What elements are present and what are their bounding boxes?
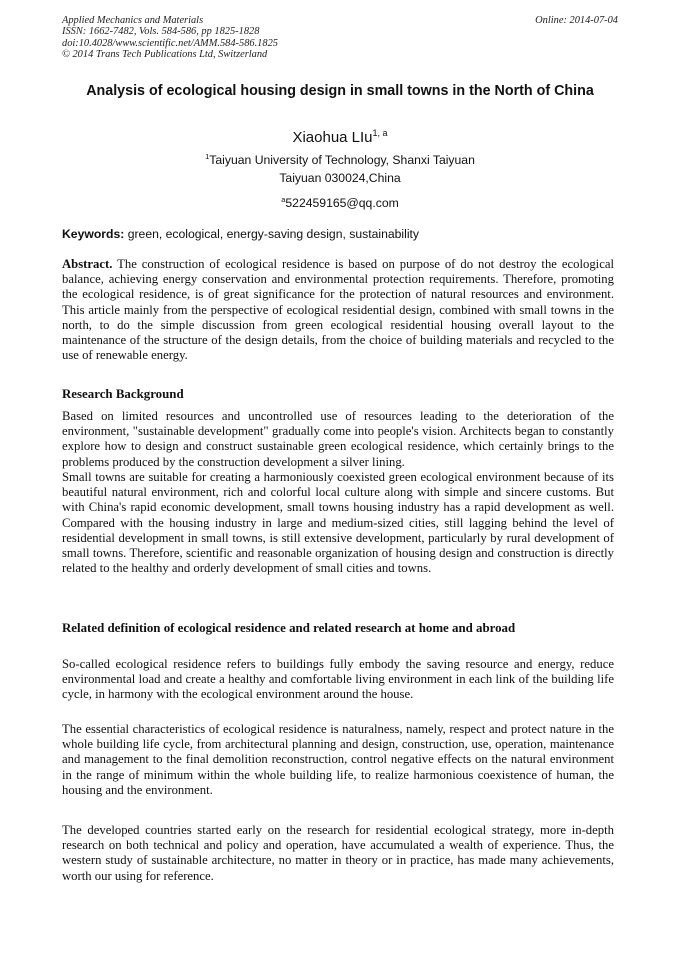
author-name: Xiaohua LIu: [292, 129, 373, 146]
copyright-line: © 2014 Trans Tech Publications Ltd, Switzerland: [62, 49, 268, 61]
keywords-text: green, ecological, energy-saving design, sustainability: [127, 227, 420, 241]
journal-header: [62, 15, 618, 61]
definition-paragraph-3: The developed countries started early on the research for residential ecological strategy, more in-depth research on both technical and policy and operation, have accumulated a wealth of experience. Thus, the western study of sustainable architecture, no matter in theory or in practice, has made many achievements, worth our using for reference.: [62, 823, 614, 883]
author-email: 522459165@qq.com: [285, 196, 399, 210]
definition-paragraph-2: The essential characteristics of ecological residence is naturalness, namely, respect and protect nature in the whole building life cycle, from architectural planning and design, construction, use, operation, maintenance and management to the final demolition reconstruction, control negative effects on the natural environment in the range of minimum within the whole building life, to realize harmonious coexistence of human, the housing and the environment.: [62, 722, 614, 797]
author-superscript: 1, a: [372, 128, 388, 138]
background-paragraph-1: Based on limited resources and uncontrolled use of resources leading to the deterioration of the environment, "sustainable development" gradually come into people's vision. Architects began to constantly explore how to design and construct sustainable green ecological residence, which certainly brings to the problems produced by the construction development a silver lining.: [62, 409, 614, 469]
keywords-label: Keywords:: [62, 227, 125, 241]
abstract-label: Abstract.: [62, 257, 113, 271]
journal-name: Applied Mechanics and Materials: [62, 15, 204, 26]
affiliation-superscript: 1: [205, 152, 210, 161]
keywords-line: [62, 227, 618, 242]
issn-line: ISSN: 1662-7482, Vols. 584-586, pp 1825-1828: [62, 26, 260, 38]
affiliation-line-1: [62, 149, 618, 168]
abstract-text: The construction of ecological residence is based on purpose of do not destroy the ecological balance, achieving energy conservation and environmental protection requirements. Therefore, promoting the ecological residence, is of great significance for the protection of natural resources and environment. This article mainly from the perspective of ecological residential design, combined with small towns in the north, to do the simple discussion from green ecological residential housing overall layout to the maintenance of the structure of the design details, from the choice of building materials and recycled to the use of renewable energy.: [62, 257, 614, 363]
affiliation-text-1: Taiyuan University of Technology, Shanxi Taiyuan: [209, 153, 475, 167]
doi-line: doi:10.4028/www.scientific.net/AMM.584-586.1825: [62, 37, 278, 49]
online-date: Online: 2014-07-04: [535, 15, 618, 26]
email-superscript: a: [281, 195, 286, 204]
paper-title: Analysis of ecological housing design in small towns in the North of China: [86, 83, 594, 99]
section-heading-definition: Related definition of ecological residence and related research at home and abroad: [62, 621, 516, 635]
affiliation-line-2: Taiyuan 030024,China: [279, 171, 401, 185]
background-paragraph-2: Small towns are suitable for creating a harmoniously coexisted green ecological environment because of its beautiful natural environment, rich and colorful local culture along with simple and sincere customs. But with China's rapid economic development, small towns housing industry has a rapid development as well. Compared with the housing industry in large and medium-sized cities, still lagging behind the level of residential development in small towns, is still extensive development, particularly by rural development of small towns. Therefore, scientific and reasonable organization of housing design and construction is directly related to the healthy and orderly development of small cities and towns.: [62, 470, 614, 576]
author-line: [62, 124, 618, 147]
section-heading-background: Research Background: [62, 387, 184, 401]
email-line: [62, 192, 618, 211]
abstract-paragraph: [62, 257, 614, 363]
definition-paragraph-1: So-called ecological residence refers to buildings fully embody the saving resource and energy, reduce environmental load and create a healthy and comfortable living environment in each link of the building life cycle, in harmony with the ecological environment around the house.: [62, 657, 614, 702]
